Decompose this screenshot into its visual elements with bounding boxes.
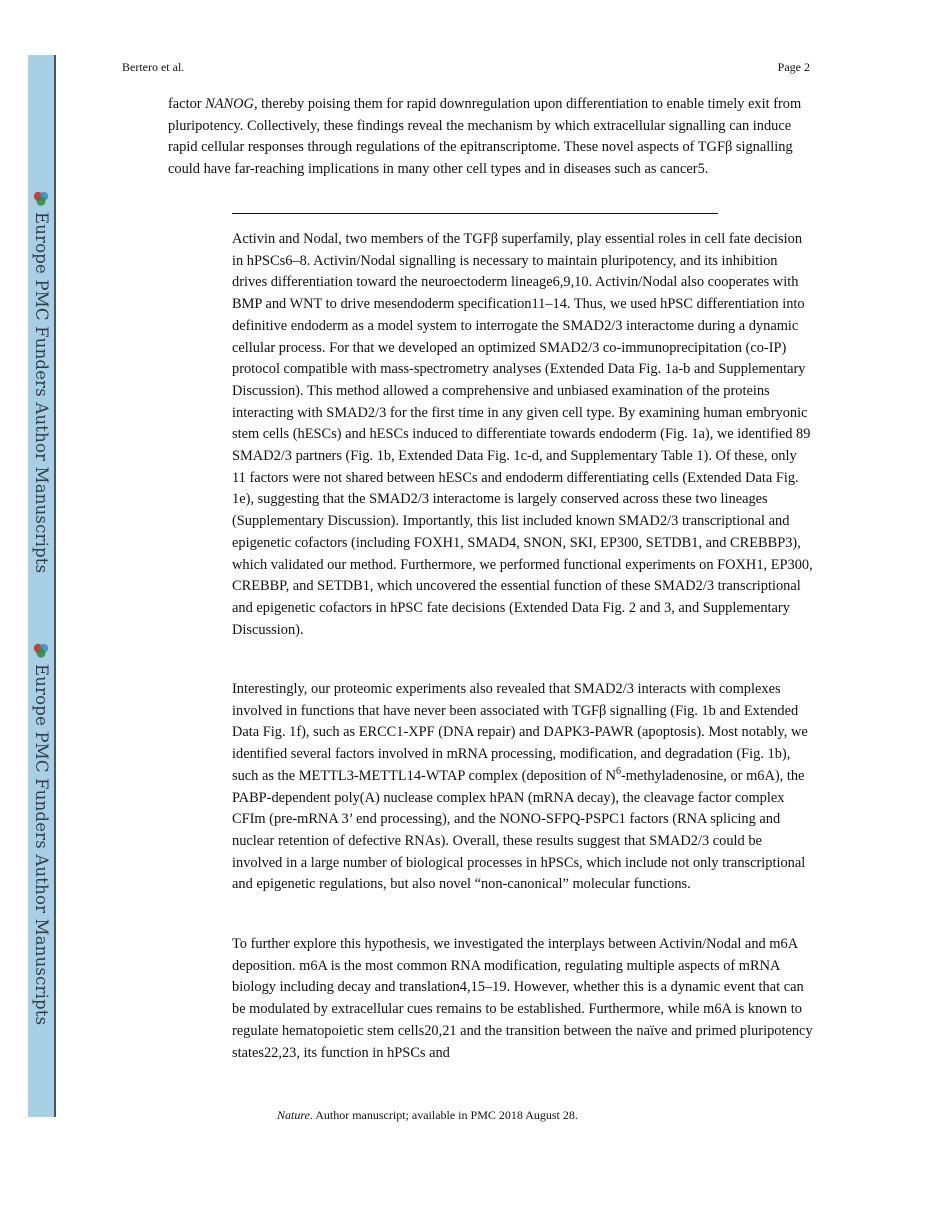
- header-author: Bertero et al.: [122, 60, 185, 74]
- europe-pmc-logo-icon: [33, 642, 51, 660]
- journal-name: Nature: [277, 1108, 310, 1122]
- paragraph-2-rest: -methyladenosine, or m6A), the PABP-dependent poly(A) nuclease complex hPAN (mRNA decay), the cleavage factor complex CFIm (pre-mRNA 3’ end processing), and the NONO-SFPQ-PSPC1 factors (RNA splicing and nuclear retention of defective RNAs). Overall, these results suggest that SMAD2/3 could be involved in a large number of biological processes in hPSCs, which include not only transcriptional and epigenetic regulations, but also novel “non-canonical” molecular functions.: [232, 767, 806, 893]
- superscript: 6: [615, 766, 621, 778]
- paragraph-2: [232, 679, 814, 896]
- paragraph-top-rest: , thereby poising them for rapid downregulation upon differentiation to enable timely exit from pluripotency. Collectively, these findings reveal the mechanism by which extracellular signalling can induce rapid cellular responses through regulations of the epitranscriptome. These novel aspects of TGFβ signalling could have far-reaching implications in many other cell types and in diseases such as cancer5.: [168, 96, 802, 178]
- section-divider: [232, 213, 718, 214]
- header-page-number: Page 2: [777, 60, 810, 74]
- europe-pmc-logo-icon: [33, 190, 51, 208]
- paragraph-top-start: factor: [168, 96, 206, 112]
- paragraph-3: To further explore this hypothesis, we investigated the interplays between Activin/Nodal and m6A deposition. m6A is the most common RNA modification, regulating multiple aspects of mRNA biology including decay and translation4,15–19. However, whether this is a dynamic event that can be modulated by extracellular cues remains to be established. Furthermore, while m6A is known to regulate hematopoietic stem cells20,21 and the transition between the naïve and primed pluripotency states22,23, its function in hPSCs and: [232, 936, 813, 1061]
- funders-label: Europe PMC Funders Author Manuscripts: [32, 212, 51, 574]
- gene-name-italic: NANOG: [205, 96, 254, 112]
- footer-text: . Author manuscript; available in PMC 2018 August 28.: [309, 1108, 578, 1122]
- paragraph-1: Activin and Nodal, two members of the TGFβ superfamily, play essential roles in cell fate decision in hPSCs6–8. Activin/Nodal signalling is necessary to maintain pluripotency, and its inhibition drives differentiation toward the neuroectoderm lineage6,9,10. Activin/Nodal also cooperates with BMP and WNT to drive mesendoderm specification11–14. Thus, we used hPSC differentiation into definitive endoderm as a model system to interrogate the SMAD2/3 interactome during a dynamic cellular process. For that we developed an optimized SMAD2/3 co-immunoprecipitation (co-IP) protocol compatible with mass-spectrometry analyses (Extended Data Fig. 1a-b and Supplementary Discussion). This method allowed a comprehensive and unbiased examination of the proteins interacting with SMAD2/3 for the first time in any given cell type. By examining human embryonic stem cells (hESCs) and hESCs induced to differentiate towards endoderm (Fig. 1a), we identified 89 SMAD2/3 partners (Fig. 1b, Extended Data Fig. 1c-d, and Supplementary Table 1). Of these, only 11 factors were not shared between hESCs and endoderm differentiating cells (Extended Data Fig. 1e), suggesting that the SMAD2/3 interactome is largely conserved across these two lineages (Supplementary Discussion). Importantly, this list included known SMAD2/3 transcriptional and epigenetic cofactors (including FOXH1, SMAD4, SNON, SKI, EP300, SETDB1, and CREBBP3), which validated our method. Furthermore, we performed functional experiments on FOXH1, EP300, CREBBP, and SETDB1, which uncovered the essential function of these SMAD2/3 transcriptional and epigenetic cofactors in hPSC fate decisions (Extended Data Fig. 2 and 3, and Supplementary Discussion).: [232, 231, 813, 638]
- paragraph-top: [168, 94, 808, 181]
- footer: [277, 1108, 578, 1123]
- paragraph-2-start: Interestingly, our proteomic experiments also revealed that SMAD2/3 interacts with complexes involved in functions that have never been associated with TGFβ signalling (Fig. 1b and Extended Data Fig. 1f), such as ERCC1-XPF (DNA repair) and DAPK3-PAWR (apoptosis). Most notably, we identified several factors involved in mRNA processing, modification, and degradation (Fig. 1b), such as the METTL3-METTL14-WTAP complex (deposition of N: [232, 681, 808, 784]
- funders-label: Europe PMC Funders Author Manuscripts: [32, 664, 51, 1026]
